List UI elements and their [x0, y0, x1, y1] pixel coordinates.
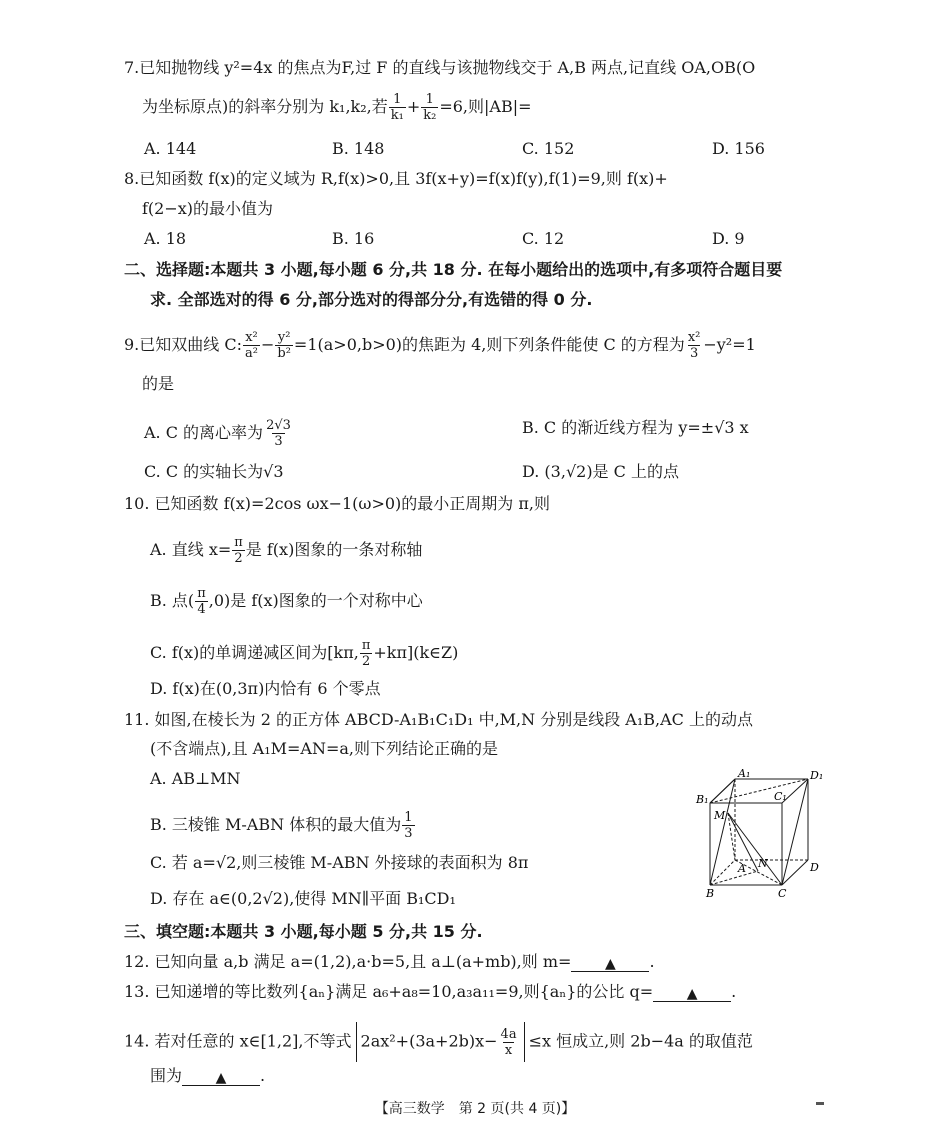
q10-option-c [150, 638, 458, 669]
label-d1: D₁ [810, 769, 824, 782]
frac-num: π [197, 586, 206, 601]
label-b1: B₁ [696, 793, 709, 806]
label-c1: C₁ [774, 790, 787, 803]
plus-sign: + [406, 97, 421, 116]
q11-option-b-frac [402, 810, 414, 841]
q14-line2 [150, 1066, 265, 1086]
cube-figure [690, 765, 830, 900]
q14-post: ≤x 恒成立,则 2b−4a 的取值范 [528, 1031, 753, 1051]
q7-option-b: B. 148 [332, 139, 385, 158]
frac-den: x [504, 1042, 513, 1058]
section3-heading: 三、填空题:本题共 3 小题,每小题 5 分,共 15 分. [124, 922, 483, 941]
q9-post: −y²=1 [703, 335, 756, 354]
q13-answer-blank[interactable] [653, 983, 731, 1002]
q10-option-d: D. f(x)在(0,3π)内恰有 6 个零点 [150, 679, 381, 698]
q10-option-a-frac [232, 535, 245, 566]
frac-den: 3 [689, 346, 699, 361]
q14-frac [499, 1027, 519, 1058]
q8-option-d: D. 9 [712, 229, 745, 248]
minus-sign: − [260, 335, 275, 354]
section2-heading-line2: 求. 全部选对的得 6 分,部分选对的得部分分,有选错的得 0 分. [150, 290, 593, 309]
frac-num: x² [687, 330, 701, 345]
q12-text: 12. 已知向量 a,b 满足 a=(1,2),a·b=5,且 a⊥(a+mb),则 m= [124, 952, 572, 971]
q12-period: . [649, 952, 655, 971]
q7-option-a: A. 144 [144, 139, 197, 158]
q10-option-b-pre: B. 点( [150, 591, 195, 610]
q10-option-c-frac [360, 638, 373, 669]
label-d: D [810, 861, 819, 874]
frac-den: a² [245, 346, 258, 361]
triangle-icon: ▲ [215, 1070, 227, 1086]
q9-option-a-text: A. C 的离心率为 [144, 423, 264, 442]
q9-option-c: C. C 的实轴长为√3 [144, 462, 284, 481]
label-a: A [738, 862, 746, 875]
q13-period: . [731, 982, 737, 1001]
label-m: M [714, 809, 726, 822]
frac-num: 4a [500, 1026, 517, 1042]
q10-option-c-pre: C. f(x)的单调递减区间为[kπ, [150, 643, 359, 662]
q7-line2 [142, 92, 532, 123]
q7-line1: 7.已知抛物线 y²=4x 的焦点为F,过 F 的直线与该抛物线交于 A,B 两点,记直线 OA,OB(O [124, 58, 756, 77]
q14-line2-pre: 围为 [150, 1066, 183, 1085]
frac-num: 2√3 [266, 418, 291, 433]
frac-num: y² [277, 330, 291, 345]
label-a1: A₁ [738, 767, 751, 780]
scan-mark [816, 1102, 824, 1105]
q10-option-a [150, 535, 422, 566]
q14-line1 [124, 1022, 753, 1062]
frac-den: 3 [404, 826, 413, 841]
abs-bar-left [356, 1022, 357, 1062]
q13-text: 13. 已知递增的等比数列{aₙ}满足 a₆+a₈=10,a₃a₁₁=9,则{aₙ}的公比 q= [124, 982, 654, 1001]
q7-option-c: C. 152 [522, 139, 575, 158]
abs-bar-right [524, 1022, 525, 1062]
label-n: N [758, 857, 768, 870]
q10-option-a-pre: A. 直线 x= [150, 540, 232, 559]
q8-option-b: B. 16 [332, 229, 375, 248]
q13-line [124, 982, 736, 1002]
q9-line1 [124, 330, 756, 361]
frac-num: π [361, 638, 371, 653]
q9-mid: =1(a>0,b>0)的焦距为 4,则下列条件能使 C 的方程为 [293, 335, 685, 354]
q11-option-a: A. AB⊥MN [150, 769, 241, 788]
frac-num: 1 [393, 92, 402, 107]
q9-option-b: B. C 的渐近线方程为 y=±√3 x [522, 418, 749, 437]
frac-den: 4 [197, 602, 206, 617]
q7-option-d: D. 156 [712, 139, 765, 158]
frac-den: k₂ [423, 108, 437, 123]
page-footer: 【高三数学 第 2 页(共 4 页)】 [374, 1101, 576, 1117]
q11-line1: 11. 如图,在棱长为 2 的正方体 ABCD-A₁B₁C₁D₁ 中,M,N 分别是线段 A₁B,AC 上的动点 [124, 710, 753, 729]
label-c: C [778, 887, 787, 900]
q12-line [124, 952, 655, 972]
q10-option-c-post: +kπ](k∈Z) [373, 643, 459, 662]
frac-den: k₁ [390, 108, 404, 123]
triangle-icon: ▲ [605, 956, 616, 972]
frac-num: 1 [404, 810, 413, 825]
q14-answer-blank[interactable] [182, 1067, 260, 1086]
frac-den: 2 [361, 654, 371, 669]
q11-option-d: D. 存在 a∈(0,2√2),使得 MN∥平面 B₁CD₁ [150, 889, 456, 908]
frac-num: π [234, 535, 243, 550]
q9-option-a [144, 418, 294, 449]
frac-den: b² [277, 346, 291, 361]
q9-line2: 的是 [142, 374, 175, 393]
q8-line2: f(2−x)的最小值为 [142, 199, 274, 218]
q11-line2: (不含端点),且 A₁M=AN=a,则下列结论正确的是 [150, 739, 499, 758]
q9-frac-y2-b2 [275, 330, 293, 361]
q10-option-b-frac [195, 586, 208, 617]
q7-frac1 [389, 92, 406, 123]
frac-den: 2 [234, 551, 243, 566]
q8-option-a: A. 18 [144, 229, 187, 248]
triangle-icon: ▲ [686, 986, 698, 1002]
q12-answer-blank[interactable] [571, 953, 649, 972]
q9-pre: 9.已知双曲线 C: [124, 335, 242, 354]
q14-period: . [260, 1066, 266, 1085]
q7-line2-pre: 为坐标原点)的斜率分别为 k₁,k₂,若 [142, 97, 388, 116]
q11-option-c: C. 若 a=√2,则三棱锥 M-ABN 外接球的表面积为 8π [150, 853, 529, 872]
q10-option-b [150, 586, 423, 617]
q9-frac-x2-a2 [243, 330, 260, 361]
q10-option-b-post: ,0)是 f(x)图象的一个对称中心 [208, 591, 423, 610]
q7-line2-post: =6,则|AB|= [439, 97, 532, 116]
section2-heading-line1: 二、选择题:本题共 3 小题,每小题 6 分,共 18 分. 在每小题给出的选项中,有多项符合题目要 [124, 260, 783, 279]
frac-num: x² [245, 330, 258, 345]
label-b: B [706, 887, 715, 900]
q10-option-a-post: 是 f(x)图象的一条对称轴 [245, 540, 423, 559]
q14-inner: 2ax²+(3a+2b)x− [360, 1031, 498, 1051]
q8-option-c: C. 12 [522, 229, 565, 248]
q11-option-b-pre: B. 三棱锥 M-ABN 体积的最大值为 [150, 815, 402, 834]
q14-pre: 14. 若对任意的 x∈[1,2],不等式 [124, 1031, 352, 1051]
q7-frac2 [421, 92, 438, 123]
q10-line1: 10. 已知函数 f(x)=2cos ωx−1(ω>0)的最小正周期为 π,则 [124, 494, 550, 513]
q8-line1: 8.已知函数 f(x)的定义域为 R,f(x)>0,且 3f(x+y)=f(x)f(y),f(1)=9,则 f(x)+ [124, 169, 668, 188]
q9-option-a-frac [264, 418, 293, 449]
q11-option-b [150, 810, 416, 841]
frac-num: 1 [425, 92, 434, 107]
frac-den: 3 [274, 434, 283, 449]
q9-option-d: D. (3,√2)是 C 上的点 [522, 462, 679, 481]
q9-frac-x2-3 [686, 330, 703, 361]
